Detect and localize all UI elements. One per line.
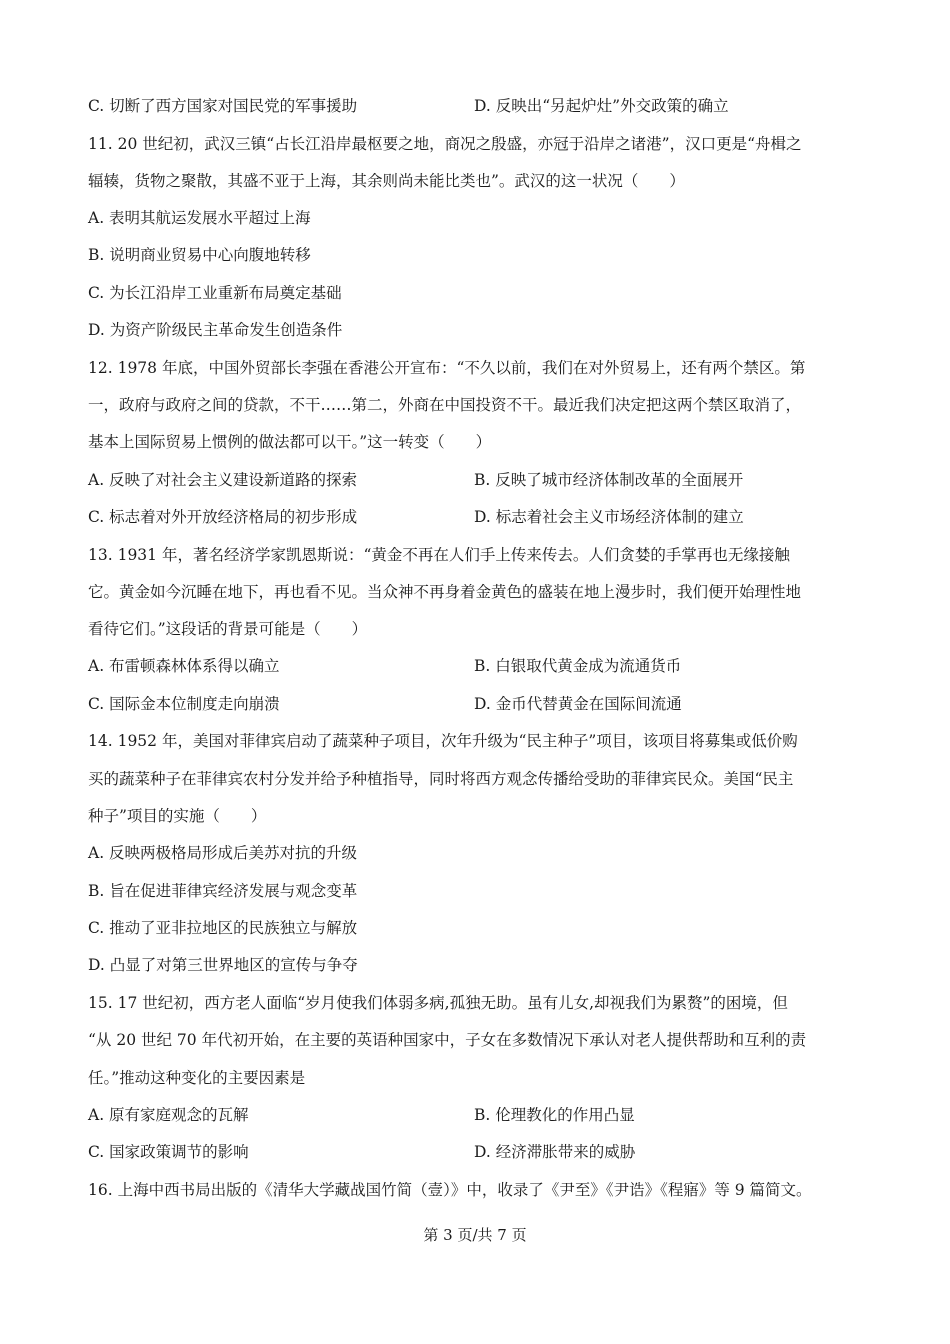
page-number: 第 3 页/共 7 页 xyxy=(423,1226,527,1244)
q14-stem-line-3: 种子”项目的实施（ ） xyxy=(88,807,267,825)
q11-option-b: B. 说明商业贸易中心向腹地转移 xyxy=(88,246,311,264)
q13-option-a: A. 布雷顿森林体系得以确立 xyxy=(88,657,280,675)
q15-option-b: B. 伦理教化的作用凸显 xyxy=(474,1106,635,1124)
q14-option-b: B. 旨在促进菲律宾经济发展与观念变革 xyxy=(88,882,358,900)
q15-option-d: D. 经济滞胀带来的威胁 xyxy=(474,1143,636,1161)
q10-option-d: D. 反映出“另起炉灶”外交政策的确立 xyxy=(474,97,729,115)
q11-option-a: A. 表明其航运发展水平超过上海 xyxy=(88,209,311,227)
q13-stem-line-3: 看待它们。”这段话的背景可能是（ ） xyxy=(88,620,368,638)
q11-option-c: C. 为长江沿岸工业重新布局奠定基础 xyxy=(88,284,342,302)
q12-option-d: D. 标志着社会主义市场经济体制的建立 xyxy=(474,508,744,526)
q12-stem-line-2: 一，政府与政府之间的贷款，不干……第二，外商在中国投资不干。最近我们决定把这两个禁区取消了， xyxy=(88,396,802,414)
q14-option-c: C. 推动了亚非拉地区的民族独立与解放 xyxy=(88,919,358,937)
q12-stem-line-1: 12. 1978 年底，中国外贸部长李强在香港公开宣布：“不久以前，我们在对外贸易上，还有两个禁区。第 xyxy=(88,359,806,377)
q13-option-b: B. 白银取代黄金成为流通货币 xyxy=(474,657,682,675)
q13-stem-line-1: 13. 1931 年，著名经济学家凯恩斯说：“黄金不再在人们手上传来传去。人们贪婪的手掌再也无缘接触 xyxy=(88,546,790,564)
q12-stem-line-3: 基本上国际贸易上惯例的做法都可以干。”这一转变（ ） xyxy=(88,433,492,451)
q13-option-c: C. 国际金本位制度走向崩溃 xyxy=(88,695,280,713)
q15-option-c: C. 国家政策调节的影响 xyxy=(88,1143,249,1161)
q15-option-a: A. 原有家庭观念的瓦解 xyxy=(88,1106,249,1124)
q10-option-c: C. 切断了西方国家对国民党的军事援助 xyxy=(88,97,358,115)
q15-stem-line-1: 15. 17 世纪初，西方老人面临“岁月使我们体弱多病,孤独无助。虽有儿女,却视我们为累赘”的困境，但 xyxy=(88,994,788,1012)
q11-option-d: D. 为资产阶级民主革命发生创造条件 xyxy=(88,321,343,339)
q14-stem-line-1: 14. 1952 年，美国对菲律宾启动了蔬菜种子项目，次年升级为“民主种子”项目，该项目将募集或低价购 xyxy=(88,732,798,750)
q14-stem-line-2: 买的蔬菜种子在菲律宾农村分发并给予种植指导，同时将西方观念传播给受助的菲律宾民众。美国“民主 xyxy=(88,770,794,788)
q16-stem-line-1: 16. 上海中西书局出版的《清华大学藏战国竹简（壹）》中，收录了《尹至》《尹诰》《程寤》等 9 篇简文。 xyxy=(88,1181,812,1199)
q12-option-c: C. 标志着对外开放经济格局的初步形成 xyxy=(88,508,358,526)
q11-stem-line-2: 辐辏，货物之聚散，其盛不亚于上海，其余则尚未能比类也”。武汉的这一状况（ ） xyxy=(88,172,685,190)
q13-option-d: D. 金币代替黄金在国际间流通 xyxy=(474,695,682,713)
q13-stem-line-2: 它。黄金如今沉睡在地下，再也看不见。当众神不再身着金黄色的盛装在地上漫步时，我们便开始理性地 xyxy=(88,583,802,601)
q12-option-a: A. 反映了对社会主义建设新道路的探索 xyxy=(88,471,358,489)
q14-option-a: A. 反映两极格局形成后美苏对抗的升级 xyxy=(88,844,358,862)
q15-stem-line-2: “从 20 世纪 70 年代初开始，在主要的英语种国家中，子女在多数情况下承认对老人提供帮助和互利的责 xyxy=(88,1031,807,1049)
q14-option-d: D. 凸显了对第三世界地区的宣传与争夺 xyxy=(88,956,358,974)
q11-stem-line-1: 11. 20 世纪初，武汉三镇“占长江沿岸最枢要之地，商况之殷盛，亦冠于沿岸之诸港”，汉口更是“舟楫之 xyxy=(88,135,802,153)
q15-stem-line-3: 任。”推动这种变化的主要因素是 xyxy=(88,1069,306,1087)
q12-option-b: B. 反映了城市经济体制改革的全面展开 xyxy=(474,471,744,489)
